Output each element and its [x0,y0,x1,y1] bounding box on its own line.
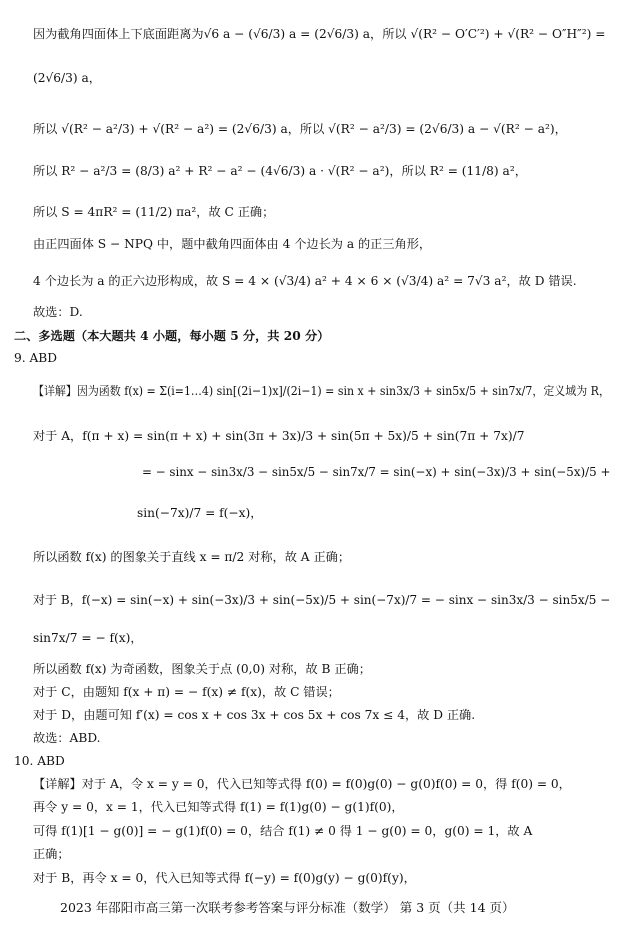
text-line-16: 对于 B，f(−x) = sin(−x) + sin(−3x)/3 + sin(−5x)/5 + sin(−7x)/7 = − sinx − sin3x/3 − sin5x/5 − [33,593,611,607]
text-line-23: 【详解】对于 A，令 x = y = 0，代入已知等式得 f(0) = f(0)g(0) − g(0)f(0) = 0，得 f(0) = 0， [33,777,571,791]
text-line-2: (2√6/3) a， [33,71,101,85]
text-line-21: 故选：ABD. [33,731,101,745]
text-line-7: 4 个边长为 a 的正六边形构成，故 S = 4 × (√3/4) a² + 4 × 6 × (√3/4) a² = 7√3 a²，故 D 错误. [33,274,577,288]
text-line-14: sin(−7x)/7 = f(−x)， [137,506,263,520]
text-line-26: 正确； [33,847,70,861]
text-line-27: 对于 B，再令 x = 0，代入已知等式得 f(−y) = f(0)g(y) − g(0)f(y)， [33,871,416,885]
text-line-5: 所以 S = 4πR² = (11/2) πa²，故 C 正确； [33,205,275,219]
text-line-17: sin7x/7 = − f(x)， [33,631,143,645]
page-footer: 2023 年邵阳市高三第一次联考参考答案与评分标准（数学） 第 3 页（共 14 页） [60,900,515,915]
text-line-15: 所以函数 f(x) 的图象关于直线 x = π/2 对称，故 A 正确； [33,550,351,564]
text-line-20: 对于 D，由题可知 f′(x) = cos x + cos 3x + cos 5x + cos 7x ≤ 4，故 D 正确. [33,708,476,722]
text-line-13: = − sinx − sin3x/3 − sin5x/5 − sin7x/7 = sin(−x) + sin(−3x)/3 + sin(−5x)/5 + [142,465,611,479]
section-heading-multiple-choice: 二、多选题（本大题共 4 小题，每小题 5 分，共 20 分） [14,329,330,343]
question-10-answer: 10. ABD [14,754,65,768]
text-line-24: 再令 y = 0，x = 1，代入已知等式得 f(1) = f(1)g(0) − g(1)f(0)， [33,800,404,814]
text-line-25: 可得 f(1)[1 − g(0)] = − g(1)f(0) = 0，结合 f(1) ≠ 0 得 1 − g(0) = 0，g(0) = 1，故 A [33,824,533,838]
text-line-18: 所以函数 f(x) 为奇函数，图象关于点 (0,0) 对称，故 B 正确； [33,662,371,676]
text-line-11: 【详解】因为函数 f(x) = Σ(i=1…4) sin[(2i−1)x]/(2i−1) = sin x + sin3x/3 + sin5x/5 + sin7x/7，定义域为 R， [33,384,610,398]
text-line-4: 所以 R² − a²/3 = (8/3) a² + R² − a² − (4√6/3) a · √(R² − a²)，所以 R² = (11/8) a²， [33,164,527,178]
text-line-3: 所以 √(R² − a²/3) + √(R² − a²) = (2√6/3) a，所以 √(R² − a²/3) = (2√6/3) a − √(R² − a²)， [33,122,567,136]
text-line-1: 因为截角四面体上下底面距离为√6 a − (√6/3) a = (2√6/3) a，所以 √(R² − O′C′²) + √(R² − O″H″²) = [33,27,606,41]
text-line-19: 对于 C，由题知 f(x + π) = − f(x) ≠ f(x)，故 C 错误； [33,685,340,699]
text-line-6: 由正四面体 S − NPQ 中，题中截角四面体由 4 个边长为 a 的正三角形， [33,237,432,251]
text-line-8: 故选：D. [33,305,83,319]
text-line-12: 对于 A，f(π + x) = sin(π + x) + sin(3π + 3x)/3 + sin(5π + 5x)/5 + sin(7π + 7x)/7 [33,429,525,443]
question-9-answer: 9. ABD [14,351,58,365]
